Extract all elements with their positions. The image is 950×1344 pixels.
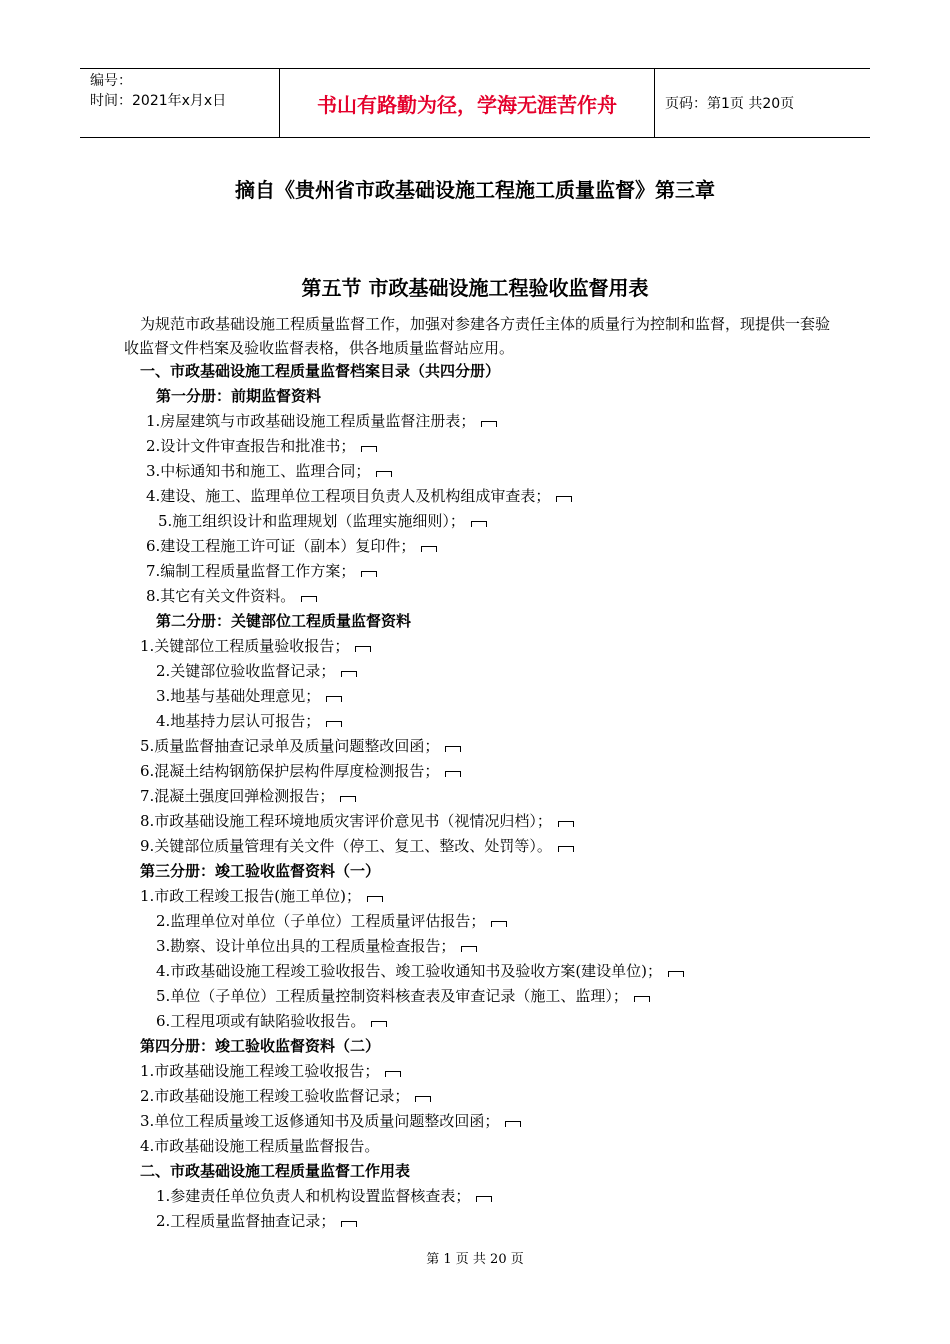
bracket-mark-icon [668,971,684,977]
bracket-mark-icon [341,671,357,677]
list-item-text: 4.市政基础设施工程质量监督报告。 [140,1137,380,1155]
bracket-mark-icon [367,896,383,902]
section-heading [140,861,380,881]
bracket-mark-icon [491,921,507,927]
list-item [140,836,574,856]
section-heading [156,611,411,631]
list-item [146,561,377,581]
bracket-mark-icon [341,1221,357,1227]
bracket-mark-icon [505,1121,521,1127]
list-item [156,961,684,981]
list-item-text: 5.质量监督抽查记录单及质量问题整改回函； [140,737,440,755]
list-item-text: 3.地基与基础处理意见； [156,687,321,705]
list-item [140,886,383,906]
list-item-text: 1.房屋建筑与市政基础设施工程质量监督注册表； [146,412,476,430]
list-item-text: 4.地基持力层认可报告； [156,712,321,730]
list-item [156,936,477,956]
list-item [158,511,487,531]
list-item [146,486,572,506]
list-item-text: 3.单位工程质量竣工返修通知书及质量问题整改回函； [140,1112,500,1130]
bracket-mark-icon [376,471,392,477]
list-item [140,761,461,781]
bracket-mark-icon [558,846,574,852]
list-item-text: 9.关键部位质量管理有关文件（停工、复工、整改、处罚等）。 [140,837,552,855]
list-item-text: 一、市政基础设施工程质量监督档案目录（共四分册） [140,362,501,380]
bracket-mark-icon [355,646,371,652]
header-motto: 书山有路勤为径，学海无涯苦作舟 [280,69,655,137]
list-item-text: 5.施工组织设计和监理规划（监理实施细则）； [158,512,465,530]
section-title: 第五节 市政基础设施工程验收监督用表 [301,276,649,300]
bracket-mark-icon [361,446,377,452]
list-item [140,1136,379,1156]
bracket-mark-icon [385,1071,401,1077]
list-item-text: 1.关键部位工程质量验收报告； [140,637,350,655]
list-item-text: 1.参建责任单位负责人和机构设置监督核查表； [156,1187,471,1205]
list-item-text: 第三分册：竣工验收监督资料（一） [140,862,381,880]
section-heading [156,386,321,406]
document-title: 摘自《贵州省市政基础设施工程施工质量监督》第三章 [235,178,715,202]
list-item-text: 第二分册：关键部位工程质量监督资料 [156,612,412,630]
list-item [146,586,317,606]
bracket-mark-icon [445,771,461,777]
list-item-text: 4.建设、施工、监理单位工程项目负责人及机构组成审查表； [146,487,551,505]
list-item-text: 2.设计文件审查报告和批准书； [146,437,356,455]
list-item-text: 4.市政基础设施工程竣工验收报告、竣工验收通知书及验收方案(建设单位)； [156,962,663,980]
list-item [140,811,574,831]
list-item-text: 6.工程甩项或有缺陷验收报告。 [156,1012,366,1030]
list-item-text: 3.勘察、设计单位出具的工程质量检查报告； [156,937,456,955]
list-item [146,461,392,481]
number-label: 编号： [90,73,132,89]
bracket-mark-icon [556,496,572,502]
list-item-text: 7.混凝土强度回弹检测报告； [140,787,335,805]
list-item [156,1011,387,1031]
section-heading [140,1161,410,1181]
intro-paragraph: 为规范市政基础设施工程质量监督工作，加强对参建各方责任主体的质量行为控制和监督，现提供一套验收监督文件档案及验收监督表格，供各地质量监督站应用。 [124,315,831,357]
list-item [140,1086,431,1106]
bracket-mark-icon [340,796,356,802]
list-item-text: 1.市政工程竣工报告(施工单位)； [140,887,362,905]
header-page-info: 页码：第1页 共20页 [665,96,795,112]
bracket-mark-icon [558,821,574,827]
bracket-mark-icon [301,596,317,602]
bracket-mark-icon [461,946,477,952]
list-item [146,536,437,556]
list-item-text: 8.其它有关文件资料。 [146,587,296,605]
list-item [156,686,342,706]
bracket-mark-icon [421,546,437,552]
header-meta [80,69,280,137]
section-heading [140,1036,380,1056]
list-item [146,411,497,431]
time-label: 时间：2021年x月x日 [90,93,227,109]
list-item [140,1061,401,1081]
page-footer: 第 1 页 共 20 页 [426,1252,524,1267]
bracket-mark-icon [326,696,342,702]
list-item [156,911,507,931]
list-item [156,661,357,681]
list-item [156,1211,357,1231]
list-item [140,736,461,756]
bracket-mark-icon [471,521,487,527]
list-item-text: 7.编制工程质量监督工作方案； [146,562,356,580]
list-item-text: 第一分册：前期监督资料 [156,387,322,405]
section-heading [140,361,500,381]
list-item-text: 2.市政基础设施工程竣工验收监督记录； [140,1087,410,1105]
list-item [156,986,650,1006]
list-item-text: 第四分册：竣工验收监督资料（二） [140,1037,381,1055]
list-item-text: 6.混凝土结构钢筋保护层构件厚度检测报告； [140,762,440,780]
bracket-mark-icon [445,746,461,752]
bracket-mark-icon [361,571,377,577]
list-item-text: 8.市政基础设施工程环境地质灾害评价意见书（视情况归档）； [140,812,552,830]
list-item [156,1186,492,1206]
list-item-text: 2.监理单位对单位（子单位）工程质量评估报告； [156,912,486,930]
list-item [156,711,342,731]
list-item-text: 5.单位（子单位）工程质量控制资料核查表及审查记录（施工、监理）； [156,987,628,1005]
list-item-text: 2.关键部位验收监督记录； [156,662,336,680]
list-item-text: 2.工程质量监督抽查记录； [156,1212,336,1230]
list-item-text: 6.建设工程施工许可证（副本）复印件； [146,537,416,555]
list-item [140,636,371,656]
list-item [140,1111,521,1131]
list-item-text: 二、市政基础设施工程质量监督工作用表 [140,1162,411,1180]
list-item-text: 1.市政基础设施工程竣工验收报告； [140,1062,380,1080]
list-item-text: 3.中标通知书和施工、监理合同； [146,462,371,480]
bracket-mark-icon [634,996,650,1002]
bracket-mark-icon [415,1096,431,1102]
page-header [80,68,870,138]
bracket-mark-icon [476,1196,492,1202]
list-item [140,786,356,806]
list-item [146,436,377,456]
bracket-mark-icon [481,421,497,427]
bracket-mark-icon [371,1021,387,1027]
bracket-mark-icon [326,721,342,727]
